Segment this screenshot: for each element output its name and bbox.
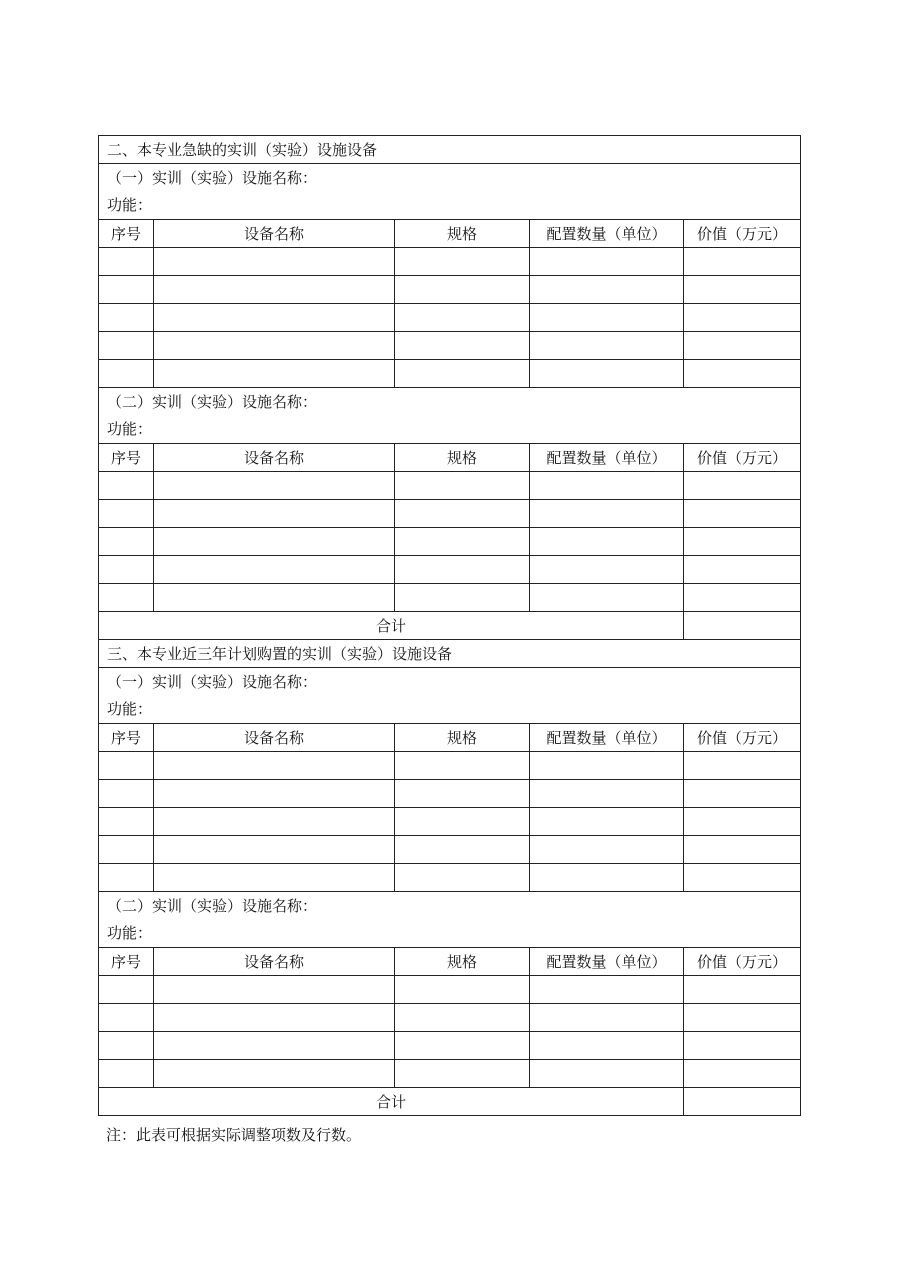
- form-body: [99, 136, 801, 1116]
- section-title-row: [99, 136, 801, 164]
- facility-name-label: （一）实训（实验）设施名称：: [99, 164, 801, 192]
- table-row: [99, 500, 801, 528]
- col-device-name-cell[interactable]: [154, 248, 395, 276]
- facility-name-row: [99, 388, 801, 416]
- col-serial-cell[interactable]: [99, 472, 154, 500]
- col-serial-cell[interactable]: [99, 752, 154, 780]
- col-value-cell[interactable]: [684, 472, 801, 500]
- col-serial-cell[interactable]: [99, 360, 154, 388]
- col-value-cell[interactable]: [684, 584, 801, 612]
- col-serial-header: 序号: [99, 220, 154, 248]
- col-quantity-cell[interactable]: [530, 780, 684, 808]
- section-title: 二、本专业急缺的实训（实验）设施设备: [99, 136, 801, 164]
- col-device-name-cell[interactable]: [154, 528, 395, 556]
- table-row: [99, 1032, 801, 1060]
- col-value-cell[interactable]: [684, 780, 801, 808]
- col-spec-cell[interactable]: [395, 304, 530, 332]
- facility-name-row: [99, 668, 801, 696]
- total-row: [99, 612, 801, 640]
- col-value-cell[interactable]: [684, 500, 801, 528]
- col-device-name-header: 设备名称: [154, 444, 395, 472]
- col-spec-cell[interactable]: [395, 276, 530, 304]
- col-device-name-cell[interactable]: [154, 472, 395, 500]
- table-row: [99, 528, 801, 556]
- col-device-name-cell[interactable]: [154, 808, 395, 836]
- table-row: [99, 276, 801, 304]
- col-quantity-cell[interactable]: [530, 1060, 684, 1088]
- col-quantity-header: 配置数量（单位）: [530, 724, 684, 752]
- section-title: 三、本专业近三年计划购置的实训（实验）设施设备: [99, 640, 801, 668]
- col-quantity-cell[interactable]: [530, 472, 684, 500]
- total-value-cell[interactable]: [684, 1088, 801, 1116]
- col-spec-header: 规格: [395, 444, 530, 472]
- col-spec-header: 规格: [395, 948, 530, 976]
- facility-name-row: [99, 164, 801, 192]
- col-value-header: 价值（万元）: [684, 948, 801, 976]
- col-device-name-cell[interactable]: [154, 276, 395, 304]
- col-spec-cell[interactable]: [395, 248, 530, 276]
- col-serial-header: 序号: [99, 444, 154, 472]
- facility-function-label: 功能：: [99, 696, 801, 724]
- col-quantity-cell[interactable]: [530, 1004, 684, 1032]
- col-spec-cell[interactable]: [395, 808, 530, 836]
- facility-name-label: （二）实训（实验）设施名称：: [99, 388, 801, 416]
- col-quantity-cell[interactable]: [530, 752, 684, 780]
- col-value-cell[interactable]: [684, 360, 801, 388]
- col-spec-cell[interactable]: [395, 1060, 530, 1088]
- col-device-name-cell[interactable]: [154, 584, 395, 612]
- facility-function-row: [99, 192, 801, 220]
- col-spec-cell[interactable]: [395, 780, 530, 808]
- col-device-name-header: 设备名称: [154, 724, 395, 752]
- table-row: [99, 556, 801, 584]
- col-quantity-cell[interactable]: [530, 1032, 684, 1060]
- col-value-cell[interactable]: [684, 752, 801, 780]
- col-serial-cell[interactable]: [99, 1032, 154, 1060]
- col-device-name-header: 设备名称: [154, 220, 395, 248]
- col-quantity-cell[interactable]: [530, 808, 684, 836]
- table-row: [99, 1004, 801, 1032]
- col-serial-cell[interactable]: [99, 332, 154, 360]
- col-device-name-cell[interactable]: [154, 332, 395, 360]
- facility-function-row: [99, 920, 801, 948]
- column-header-row: [99, 220, 801, 248]
- facility-function-row: [99, 696, 801, 724]
- col-value-cell[interactable]: [684, 864, 801, 892]
- facility-function-label: 功能：: [99, 920, 801, 948]
- col-serial-cell[interactable]: [99, 304, 154, 332]
- table-row: [99, 808, 801, 836]
- col-spec-cell[interactable]: [395, 500, 530, 528]
- table-row: [99, 472, 801, 500]
- total-row: [99, 1088, 801, 1116]
- col-spec-cell[interactable]: [395, 472, 530, 500]
- col-value-cell[interactable]: [684, 808, 801, 836]
- col-value-cell[interactable]: [684, 1004, 801, 1032]
- col-value-header: 价值（万元）: [684, 220, 801, 248]
- col-spec-cell[interactable]: [395, 864, 530, 892]
- col-serial-cell[interactable]: [99, 780, 154, 808]
- table-note: 注：此表可根据实际调整项数及行数。: [106, 1126, 362, 1144]
- col-value-cell[interactable]: [684, 276, 801, 304]
- col-device-name-cell[interactable]: [154, 976, 395, 1004]
- col-device-name-cell[interactable]: [154, 304, 395, 332]
- col-quantity-header: 配置数量（单位）: [530, 948, 684, 976]
- col-quantity-cell[interactable]: [530, 864, 684, 892]
- col-device-name-cell[interactable]: [154, 1004, 395, 1032]
- col-value-cell[interactable]: [684, 528, 801, 556]
- col-spec-cell[interactable]: [395, 836, 530, 864]
- col-quantity-cell[interactable]: [530, 556, 684, 584]
- col-value-cell[interactable]: [684, 248, 801, 276]
- col-device-name-cell[interactable]: [154, 360, 395, 388]
- col-quantity-cell[interactable]: [530, 332, 684, 360]
- col-quantity-cell[interactable]: [530, 276, 684, 304]
- col-spec-cell[interactable]: [395, 332, 530, 360]
- col-serial-cell[interactable]: [99, 584, 154, 612]
- table-row: [99, 976, 801, 1004]
- total-value-cell[interactable]: [684, 612, 801, 640]
- col-serial-cell[interactable]: [99, 276, 154, 304]
- col-serial-cell[interactable]: [99, 556, 154, 584]
- total-label: 合计: [99, 1088, 684, 1116]
- col-quantity-cell[interactable]: [530, 836, 684, 864]
- col-device-name-header: 设备名称: [154, 948, 395, 976]
- table-row: [99, 1060, 801, 1088]
- col-value-cell[interactable]: [684, 556, 801, 584]
- col-quantity-cell[interactable]: [530, 500, 684, 528]
- col-serial-header: 序号: [99, 724, 154, 752]
- col-value-cell[interactable]: [684, 304, 801, 332]
- column-header-row: [99, 444, 801, 472]
- column-header-row: [99, 724, 801, 752]
- col-spec-header: 规格: [395, 724, 530, 752]
- facility-function-label: 功能：: [99, 192, 801, 220]
- col-spec-cell[interactable]: [395, 556, 530, 584]
- facility-name-label: （一）实训（实验）设施名称：: [99, 668, 801, 696]
- table-row: [99, 584, 801, 612]
- col-spec-cell[interactable]: [395, 1004, 530, 1032]
- col-quantity-header: 配置数量（单位）: [530, 220, 684, 248]
- col-device-name-cell[interactable]: [154, 780, 395, 808]
- table-row: [99, 332, 801, 360]
- col-value-cell[interactable]: [684, 1060, 801, 1088]
- col-serial-cell[interactable]: [99, 500, 154, 528]
- table-row: [99, 248, 801, 276]
- col-value-cell[interactable]: [684, 976, 801, 1004]
- table-row: [99, 864, 801, 892]
- col-spec-cell[interactable]: [395, 528, 530, 556]
- col-device-name-cell[interactable]: [154, 500, 395, 528]
- col-quantity-cell[interactable]: [530, 976, 684, 1004]
- col-value-header: 价值（万元）: [684, 444, 801, 472]
- col-serial-cell[interactable]: [99, 836, 154, 864]
- col-value-cell[interactable]: [684, 836, 801, 864]
- col-spec-cell[interactable]: [395, 360, 530, 388]
- col-serial-cell[interactable]: [99, 976, 154, 1004]
- col-value-cell[interactable]: [684, 1032, 801, 1060]
- facility-function-row: [99, 416, 801, 444]
- col-device-name-cell[interactable]: [154, 864, 395, 892]
- col-spec-cell[interactable]: [395, 976, 530, 1004]
- col-spec-cell[interactable]: [395, 1032, 530, 1060]
- col-device-name-cell[interactable]: [154, 752, 395, 780]
- col-value-header: 价值（万元）: [684, 724, 801, 752]
- col-quantity-cell[interactable]: [530, 528, 684, 556]
- col-value-cell[interactable]: [684, 332, 801, 360]
- col-quantity-cell[interactable]: [530, 304, 684, 332]
- col-serial-header: 序号: [99, 948, 154, 976]
- section-title-row: [99, 640, 801, 668]
- col-serial-cell[interactable]: [99, 1004, 154, 1032]
- table-row: [99, 304, 801, 332]
- total-label: 合计: [99, 612, 684, 640]
- col-quantity-cell[interactable]: [530, 360, 684, 388]
- col-serial-cell[interactable]: [99, 864, 154, 892]
- col-device-name-cell[interactable]: [154, 836, 395, 864]
- table-row: [99, 836, 801, 864]
- col-device-name-cell[interactable]: [154, 1060, 395, 1088]
- col-serial-cell[interactable]: [99, 248, 154, 276]
- table-row: [99, 780, 801, 808]
- col-quantity-header: 配置数量（单位）: [530, 444, 684, 472]
- col-quantity-cell[interactable]: [530, 248, 684, 276]
- table-row: [99, 360, 801, 388]
- col-serial-cell[interactable]: [99, 528, 154, 556]
- table-row: [99, 752, 801, 780]
- col-quantity-cell[interactable]: [530, 584, 684, 612]
- facility-name-row: [99, 892, 801, 920]
- col-device-name-cell[interactable]: [154, 556, 395, 584]
- facility-name-label: （二）实训（实验）设施名称：: [99, 892, 801, 920]
- col-spec-cell[interactable]: [395, 752, 530, 780]
- col-serial-cell[interactable]: [99, 1060, 154, 1088]
- col-spec-cell[interactable]: [395, 584, 530, 612]
- col-serial-cell[interactable]: [99, 808, 154, 836]
- col-spec-header: 规格: [395, 220, 530, 248]
- column-header-row: [99, 948, 801, 976]
- equipment-form-table: [98, 135, 801, 1116]
- facility-function-label: 功能：: [99, 416, 801, 444]
- col-device-name-cell[interactable]: [154, 1032, 395, 1060]
